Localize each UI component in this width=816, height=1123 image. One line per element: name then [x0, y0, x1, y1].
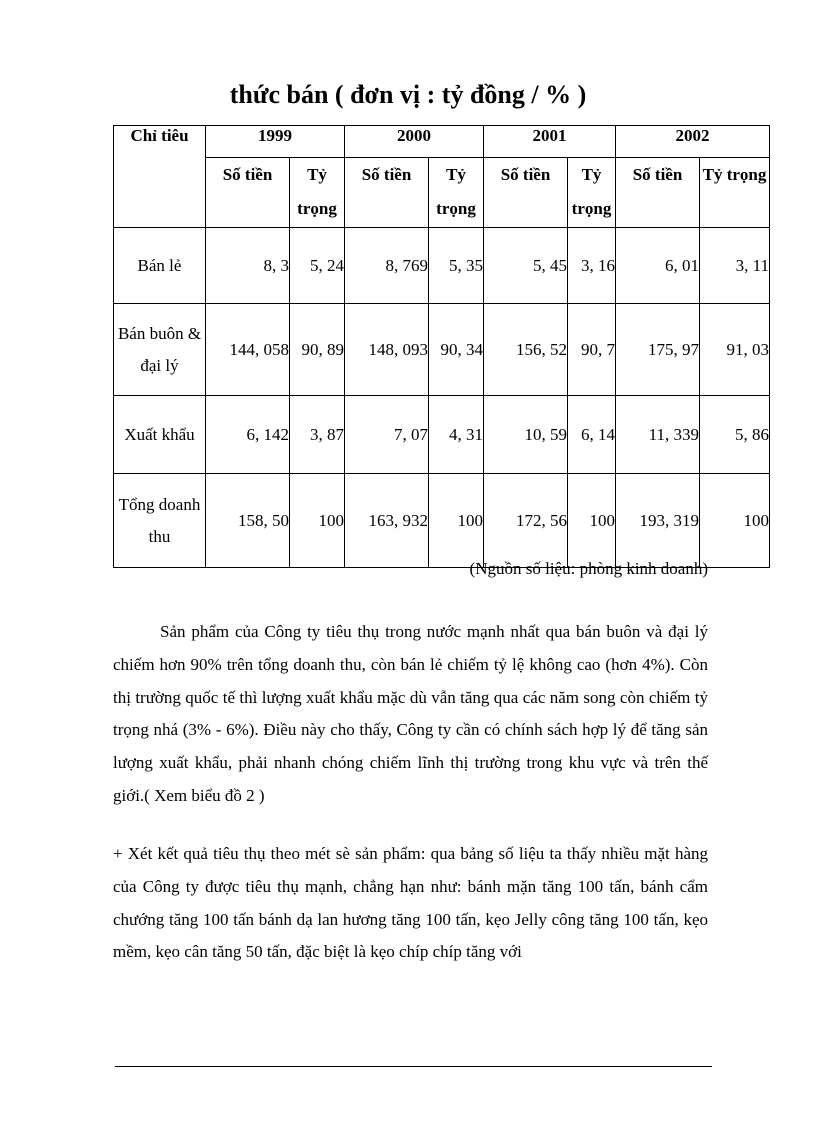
share-cell: 90, 89	[290, 304, 345, 396]
amount-cell: 10, 59	[484, 396, 568, 474]
table-title: thức bán ( đơn vị : tỷ đồng / % )	[229, 80, 587, 109]
amount-cell: 11, 339	[616, 396, 700, 474]
amount-header: Số tiền	[616, 158, 700, 228]
amount-header: Số tiền	[484, 158, 568, 228]
year-header: 2002	[616, 126, 770, 158]
amount-cell: 163, 932	[345, 474, 429, 568]
amount-cell: 158, 50	[206, 474, 290, 568]
footer-divider	[115, 1066, 712, 1067]
share-cell: 4, 31	[429, 396, 484, 474]
row-label: Bán lẻ	[114, 228, 206, 304]
share-header: Tỷ trọng	[568, 158, 616, 228]
amount-cell: 156, 52	[484, 304, 568, 396]
table-row	[114, 474, 770, 568]
amount-cell: 175, 97	[616, 304, 700, 396]
amount-cell: 5, 45	[484, 228, 568, 304]
table-row	[114, 396, 770, 474]
amount-cell: 172, 56	[484, 474, 568, 568]
table-row	[114, 228, 770, 304]
amount-cell: 8, 769	[345, 228, 429, 304]
share-cell: 3, 11	[700, 228, 770, 304]
share-header: Tỷ trọng	[429, 158, 484, 228]
share-header: Tỷ trọng	[290, 158, 345, 228]
share-cell: 100	[700, 474, 770, 568]
amount-cell: 8, 3	[206, 228, 290, 304]
table-row	[114, 304, 770, 396]
source-note: (Nguồn số liệu: phòng kinh doanh)	[469, 559, 708, 578]
body-paragraph: + Xét kết quả tiêu thụ theo mét sè sản phẩm: qua bảng số liệu ta thấy nhiều mặt hàng của Công ty được tiêu thụ mạnh, chẳng hạn như: bánh mặn tăng 100 tấn, bánh cẩm chướng tăng 100 tấn bánh dạ lan hương tăng 100 tấn, kẹo Jelly công tăng 100 tấn, kẹo mềm, kẹo cân tăng 50 tấn, đặc biệt là kẹo chíp chíp tăng với	[113, 844, 708, 962]
year-header: 2000	[345, 126, 484, 158]
amount-cell: 7, 07	[345, 396, 429, 474]
year-header: 2001	[484, 126, 616, 158]
share-cell: 6, 14	[568, 396, 616, 474]
share-cell: 91, 03	[700, 304, 770, 396]
share-cell: 100	[568, 474, 616, 568]
row-label: Bán buôn & đại lý	[114, 304, 206, 396]
amount-cell: 193, 319	[616, 474, 700, 568]
row-label: Tổng doanh thu	[114, 474, 206, 568]
label-header: Chỉ tiêu	[114, 126, 206, 228]
amount-header: Số tiền	[206, 158, 290, 228]
amount-cell: 6, 142	[206, 396, 290, 474]
amount-header: Số tiền	[345, 158, 429, 228]
row-label: Xuất khẩu	[114, 396, 206, 474]
sales-table	[113, 125, 770, 568]
share-cell: 3, 16	[568, 228, 616, 304]
share-cell: 5, 24	[290, 228, 345, 304]
share-cell: 100	[429, 474, 484, 568]
share-header: Tỷ trọng	[700, 158, 770, 228]
share-cell: 3, 87	[290, 396, 345, 474]
share-cell: 90, 34	[429, 304, 484, 396]
year-header: 1999	[206, 126, 345, 158]
amount-cell: 144, 058	[206, 304, 290, 396]
body-paragraph: Sản phẩm của Công ty tiêu thụ trong nước mạnh nhất qua bán buôn và đại lý chiếm hơn 90% trên tổng doanh thu, còn bán lẻ chiếm tỷ lệ không cao (hơn 4%). Còn thị trường quốc tế thì lượng xuất khẩu mặc dù vẫn tăng qua các năm song còn chiếm tỷ trọng nhá (3% - 6%). Điều này cho thấy, Công ty cần có chính sách hợp lý để tăng sản lượng xuất khẩu, phải nhanh chóng chiếm lĩnh thị trường trong khu vực và trên thế giới.( Xem biểu đồ 2 )	[113, 622, 708, 805]
amount-cell: 6, 01	[616, 228, 700, 304]
amount-cell: 148, 093	[345, 304, 429, 396]
share-cell: 90, 7	[568, 304, 616, 396]
share-cell: 5, 86	[700, 396, 770, 474]
share-cell: 100	[290, 474, 345, 568]
share-cell: 5, 35	[429, 228, 484, 304]
